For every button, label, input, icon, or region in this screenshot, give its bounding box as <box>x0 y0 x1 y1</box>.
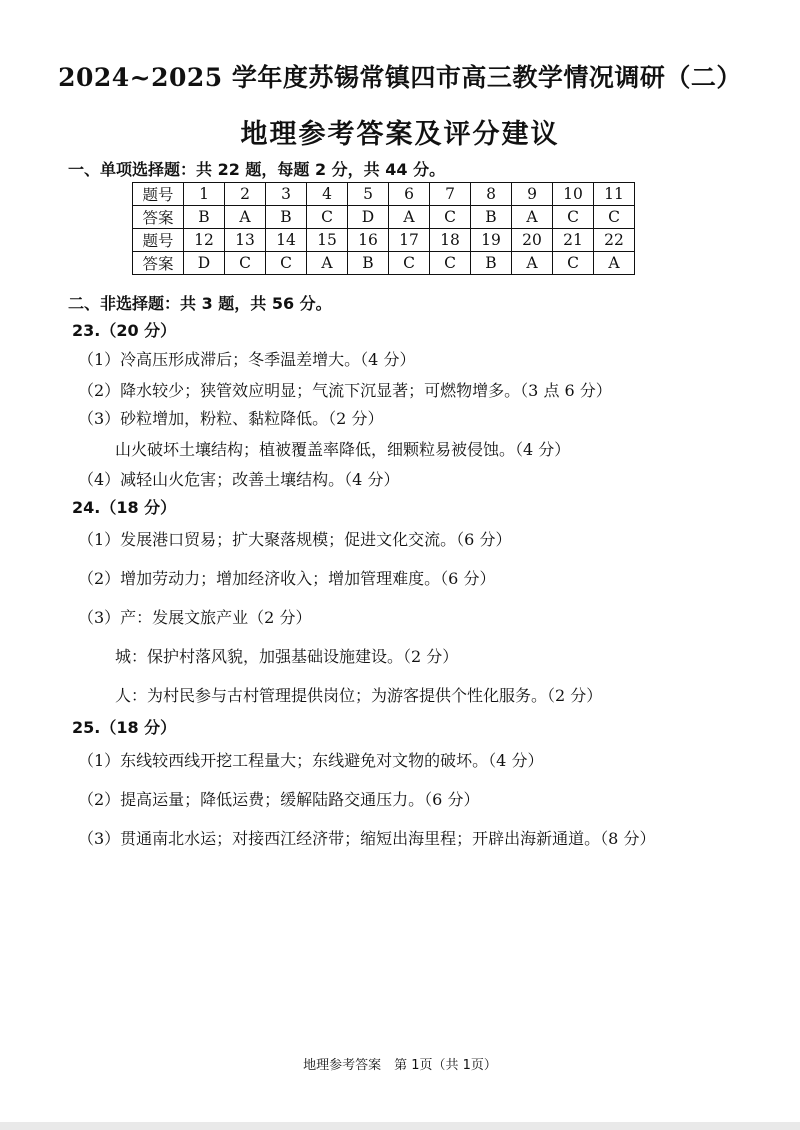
answer-cell: B <box>184 206 225 229</box>
q25-answer-line: （3）贯通南北水运；对接西江经济带；缩短出海里程；开辟出海新通道。（8 分） <box>78 829 656 848</box>
q24-answer-line: （3）产：发展文旅产业（2 分） <box>78 608 312 627</box>
answer-cell: A <box>594 252 635 275</box>
answer-cell: C <box>553 206 594 229</box>
question-number-cell: 17 <box>389 229 430 252</box>
question-number-cell: 20 <box>512 229 553 252</box>
page-title: 2024~2025 学年度苏锡常镇四市高三教学情况调研（二） <box>58 63 742 92</box>
table-row-answers-1 <box>133 206 635 229</box>
answer-cell: D <box>348 206 389 229</box>
row-label-answer: 答案 <box>133 252 184 275</box>
question-number-cell: 14 <box>266 229 307 252</box>
q23-answer-line: （2）降水较少；狭管效应明显；气流下沉显著；可燃物增多。（3 点 6 分） <box>78 381 612 400</box>
question-number-cell: 4 <box>307 183 348 206</box>
q23-answer-line: （1）冷高压形成滞后；冬季温差增大。（4 分） <box>78 350 416 369</box>
question-25-title: 25.（18 分） <box>72 718 177 737</box>
section-1-heading: 一、单项选择题：共 22 题，每题 2 分，共 44 分。 <box>68 160 446 179</box>
question-number-cell: 3 <box>266 183 307 206</box>
answer-cell: D <box>184 252 225 275</box>
answer-cell: A <box>512 206 553 229</box>
question-number-cell: 22 <box>594 229 635 252</box>
answer-cell: B <box>471 252 512 275</box>
q24-answer-line: （2）增加劳动力；增加经济收入；增加管理难度。（6 分） <box>78 569 496 588</box>
q23-answer-line: 山火破坏土壤结构；植被覆盖率降低，细颗粒易被侵蚀。（4 分） <box>115 440 571 459</box>
answer-cell: A <box>225 206 266 229</box>
question-number-cell: 19 <box>471 229 512 252</box>
q23-answer-line: （3）砂粒增加，粉粒、黏粒降低。（2 分） <box>78 409 384 428</box>
answer-cell: C <box>553 252 594 275</box>
question-number-cell: 16 <box>348 229 389 252</box>
question-number-cell: 10 <box>553 183 594 206</box>
question-number-cell: 7 <box>430 183 471 206</box>
row-label-answer: 答案 <box>133 206 184 229</box>
row-label-question: 题号 <box>133 229 184 252</box>
table-row-answers-2 <box>133 252 635 275</box>
answer-cell: C <box>389 252 430 275</box>
page-footer: 地理参考答案 第 1页（共 1页） <box>303 1058 497 1073</box>
answer-cell: A <box>512 252 553 275</box>
q24-answer-line: 人：为村民参与古村管理提供岗位；为游客提供个性化服务。（2 分） <box>115 686 603 705</box>
question-number-cell: 9 <box>512 183 553 206</box>
q24-answer-line: 城：保护村落风貌，加强基础设施建设。（2 分） <box>115 647 459 666</box>
table-row-question-numbers-1 <box>133 183 635 206</box>
question-number-cell: 13 <box>225 229 266 252</box>
question-number-cell: 11 <box>594 183 635 206</box>
question-23-title: 23.（20 分） <box>72 321 177 340</box>
question-number-cell: 21 <box>553 229 594 252</box>
answer-cell: C <box>307 206 348 229</box>
q24-answer-line: （1）发展港口贸易；扩大聚落规模；促进文化交流。（6 分） <box>78 530 512 549</box>
question-number-cell: 2 <box>225 183 266 206</box>
question-number-cell: 8 <box>471 183 512 206</box>
row-label-question: 题号 <box>133 183 184 206</box>
q25-answer-line: （1）东线较西线开挖工程量大；东线避免对文物的破坏。（4 分） <box>78 751 544 770</box>
q23-answer-line: （4）减轻山火危害；改善土壤结构。（4 分） <box>78 470 400 489</box>
bottom-edge-divider <box>0 1122 800 1130</box>
question-24-title: 24.（18 分） <box>72 498 177 517</box>
answer-cell: B <box>471 206 512 229</box>
answer-cell: A <box>307 252 348 275</box>
section-2-heading: 二、非选择题：共 3 题，共 56 分。 <box>68 294 332 313</box>
question-number-cell: 5 <box>348 183 389 206</box>
answer-cell: B <box>266 206 307 229</box>
answer-cell: B <box>348 252 389 275</box>
question-number-cell: 18 <box>430 229 471 252</box>
table-row-question-numbers-2 <box>133 229 635 252</box>
answer-cell: C <box>594 206 635 229</box>
question-number-cell: 12 <box>184 229 225 252</box>
multiple-choice-answer-table <box>132 182 635 275</box>
q25-answer-line: （2）提高运量；降低运费；缓解陆路交通压力。（6 分） <box>78 790 480 809</box>
question-number-cell: 15 <box>307 229 348 252</box>
answer-cell: C <box>430 252 471 275</box>
question-number-cell: 6 <box>389 183 430 206</box>
question-number-cell: 1 <box>184 183 225 206</box>
answer-cell: C <box>430 206 471 229</box>
answer-cell: C <box>266 252 307 275</box>
page-subtitle: 地理参考答案及评分建议 <box>240 119 560 150</box>
answer-cell: C <box>225 252 266 275</box>
answer-cell: A <box>389 206 430 229</box>
